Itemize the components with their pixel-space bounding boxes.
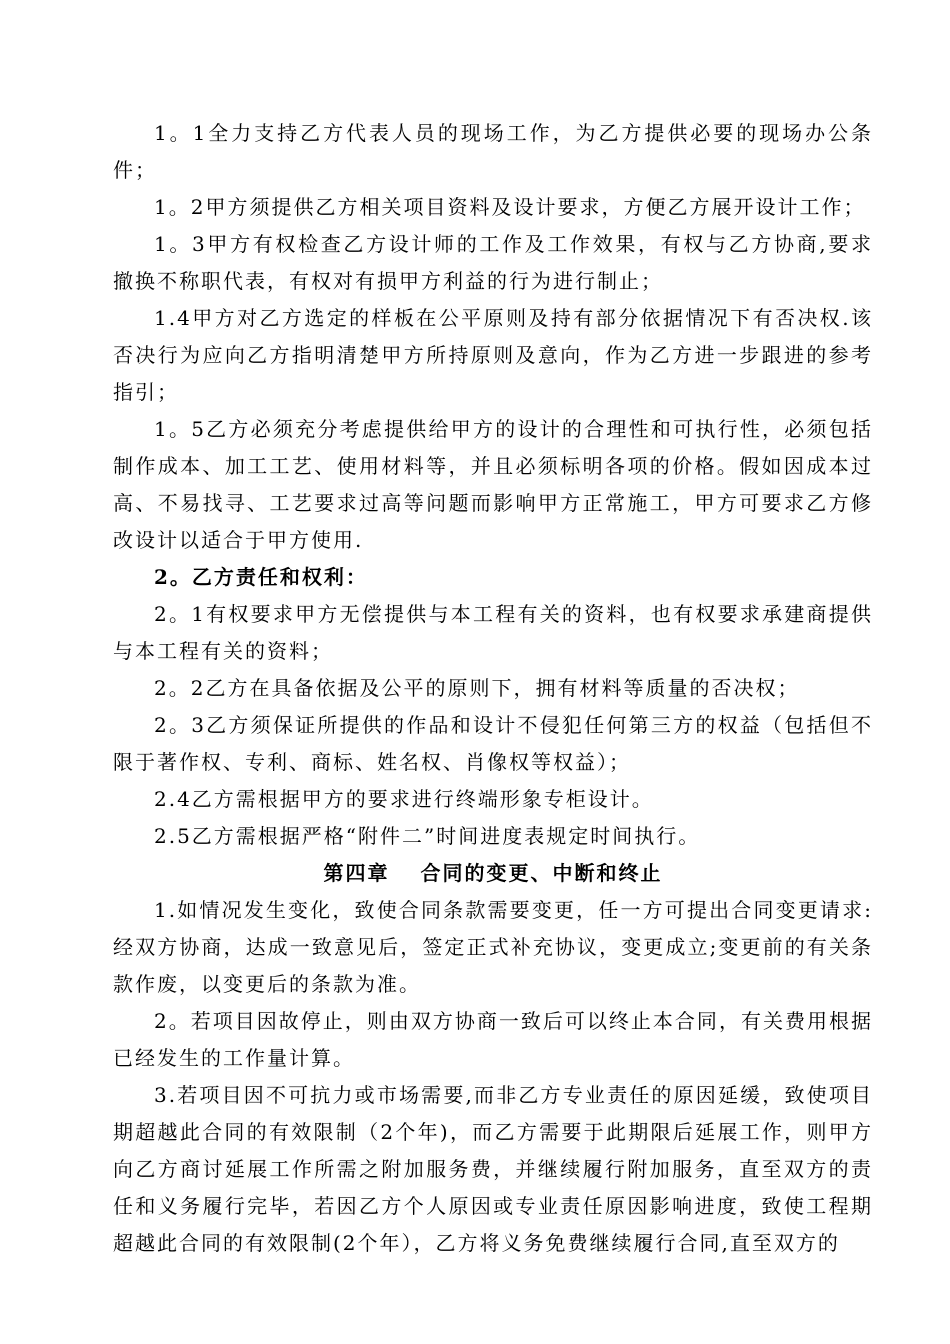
chapter-title: 第四章 合同的变更、中断和终止 [323,861,663,885]
clause-2-2: 2。2乙方在具备依据及公平的原则下，拥有材料等质量的否决权； [154,676,800,700]
section-heading-2: 2。乙方责任和权利： [154,565,368,589]
clause-1-2: 1。2甲方须提供乙方相关项目资料及设计要求，方便乙方展开设计工作； [154,195,866,219]
clause-1-4: 1.4甲方对乙方选定的样板在公平原则及持有部分依据情况下有否决权.该否决行为应向乙方指明清楚甲方所持原则及意向，作为乙方进一步跟进的参考指引； [113,306,873,404]
clause-2-3: 2。3乙方须保证所提供的作品和设计不侵犯任何第三方的权益（包括但不限于著作权、专利、商标、姓名权、肖像权等权益）； [113,713,873,774]
clause-2-1: 2。1有权要求甲方无偿提供与本工程有关的资料，也有权要求承建商提供与本工程有关的资料； [113,602,873,663]
chapter4-clause-2: 2。若项目因故停止，则由双方协商一致后可以终止本合同，有关费用根据已经发生的工作量计算。 [113,1009,873,1070]
clause-2-5: 2.5乙方需根据严格“附件二”时间进度表规定时间执行。 [154,824,701,848]
chapter4-clause-1: 1.如情况发生变化，致使合同条款需要变更，任一方可提出合同变更请求:经双方协商，达成一致意见后，签定正式补充协议，变更成立;变更前的有关条款作废，以变更后的条款为准。 [113,898,873,996]
chapter4-clause-3: 3.若项目因不可抗力或市场需要,而非乙方专业责任的原因延缓，致使项目期超越此合同的有效限制（2个年)，而乙方需要于此期限后延展工作，则甲方向乙方商讨延展工作所需之附加服务费，并继续履行附加服务，直至双方的责任和义务履行完毕，若因乙方个人原因或专业责任原因影响进度，致使工程期超越此合同的有效限制(2个年），乙方将义务免费继续履行合同,直至双方的 [113,1083,873,1255]
clause-1-5: 1。5乙方必须充分考虑提供给甲方的设计的合理性和可执行性，必须包括制作成本、加工工艺、使用材料等，并且必须标明各项的价格。假如因成本过高、不易找寻、工艺要求过高等问题而影响甲方正常施工，甲方可要求乙方修改设计以适合于甲方使用. [113,417,873,552]
clause-1-1: 1。1全力支持乙方代表人员的现场工作，为乙方提供必要的现场办公条件； [113,121,873,182]
document-page [113,115,873,1262]
clause-1-3: 1。3甲方有权检查乙方设计师的工作及工作效果，有权与乙方协商,要求撤换不称职代表，有权对有损甲方利益的行为进行制止； [113,232,873,293]
clause-2-4: 2.4乙方需根据甲方的要求进行终端形象专柜设计。 [154,787,654,811]
